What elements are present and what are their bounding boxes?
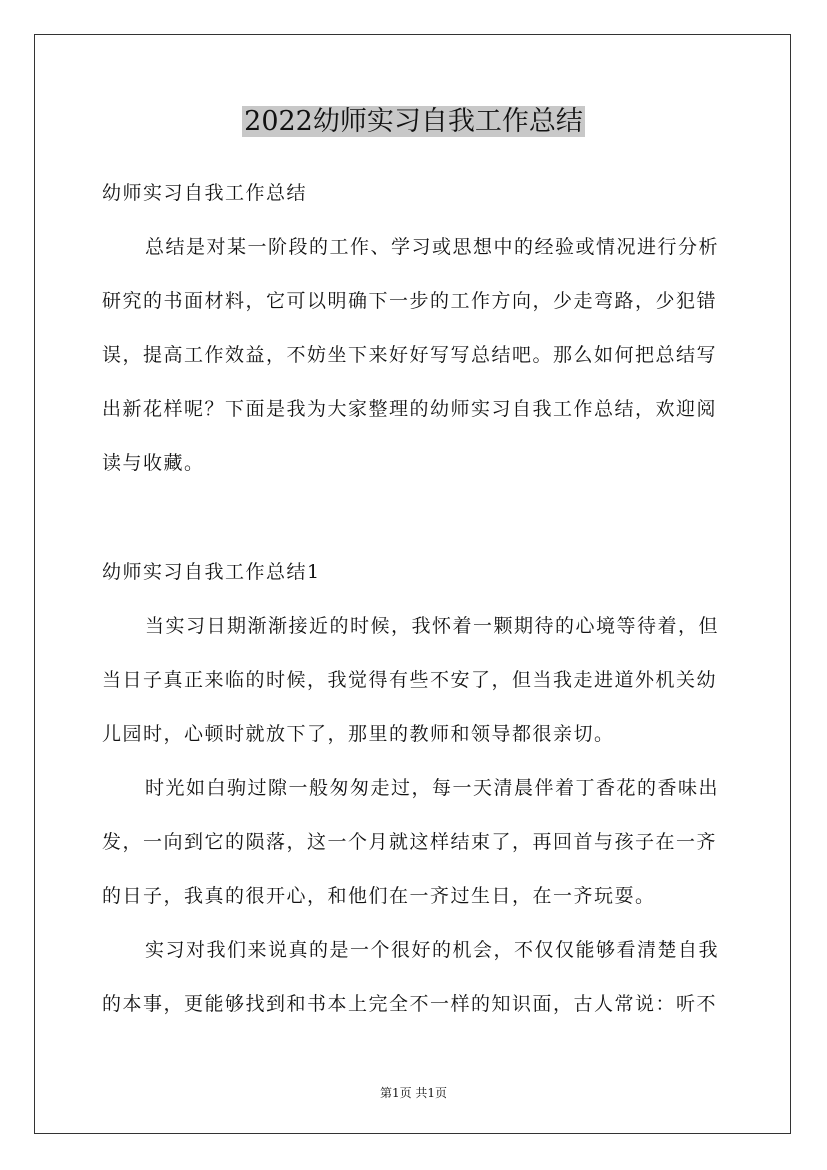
paragraph-line: 时光如白驹过隙一般匆匆走过，每一天清晨伴着丁香花的香味出 — [145, 777, 720, 799]
paragraph-line: 的日子，我真的很开心，和他们在一齐过生日，在一齐玩耍。 — [102, 885, 656, 907]
paragraph-line: 儿园时，心顿时就放下了，那里的教师和领导都很亲切。 — [102, 723, 615, 745]
paragraph-line: 当日子真正来临的时候，我觉得有些不安了，但当我走进道外机关幼 — [102, 669, 718, 691]
document-subtitle: 幼师实习自我工作总结 — [102, 182, 308, 204]
paragraph-line: 当实习日期渐渐接近的时候，我怀着一颗期待的心境等待着，但 — [145, 615, 720, 637]
intro-line: 出新花样呢？下面是我为大家整理的幼师实习自我工作总结，欢迎阅 — [102, 398, 718, 420]
intro-line: 误，提高工作效益，不妨坐下来好好写写总结吧。那么如何把总结写 — [102, 344, 718, 366]
paragraph-line: 的本事，更能够找到和书本上完全不一样的知识面，古人常说：听不 — [102, 993, 718, 1015]
intro-line: 总结是对某一阶段的工作、学习或思想中的经验或情况进行分析 — [145, 236, 720, 258]
page-footer: 第1页 共1页 — [379, 1086, 448, 1100]
paragraph-line: 发，一向到它的陨落，这一个月就这样结束了，再回首与孩子在一齐 — [102, 831, 718, 853]
section-heading: 幼师实习自我工作总结1 — [102, 561, 321, 583]
paragraph-line: 实习对我们来说真的是一个很好的机会，不仅仅能够看清楚自我 — [145, 939, 720, 961]
intro-line: 读与收藏。 — [102, 452, 205, 474]
intro-line: 研究的书面材料，它可以明确下一步的工作方向，少走弯路，少犯错 — [102, 290, 718, 312]
document-title: 2022幼师实习自我工作总结 — [244, 106, 583, 137]
